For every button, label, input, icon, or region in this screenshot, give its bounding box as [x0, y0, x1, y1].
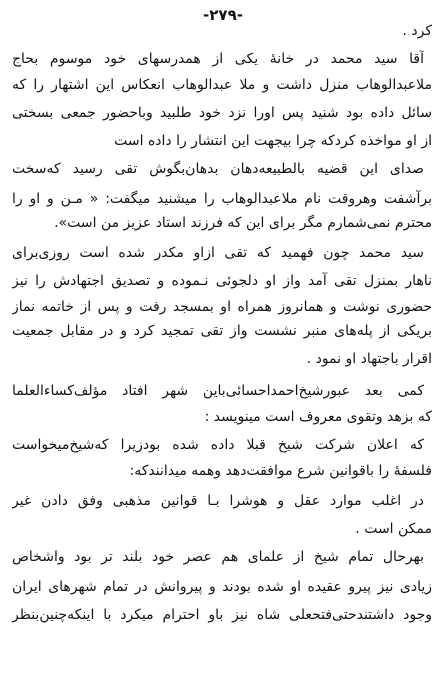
text-line: که بزهد وتقوی معروف است مینویسد : [204, 409, 432, 425]
text-line: بریکی از پله‌های منبر نشست واز تقی تمجید کرد و در مقابل جمعیت [12, 323, 432, 339]
text-line: حضوری نوشت و همانروز همراه او بمسجد رفت و پس از خاتمه نماز [12, 299, 432, 315]
text-line: ناهار بمنزل تقی آمد واز او دلجوئی نـموده و تصدیق اجتهادش را نیز [12, 273, 432, 289]
text-line: اقرار باجتهاد او نمود . [306, 351, 432, 367]
page-number: -۲۷۹- [203, 6, 243, 24]
text-line: از او مواخذه کردکه چرا بیجهت این انتشار را داده است [114, 133, 432, 149]
text-line: کمی بعد عبورشیخ‌احمداحسائی‌باین شهر افتاد مؤلف‌کساءالعلما [12, 383, 424, 399]
text-line: سائل داده بود شنید پس اورا نزد خود طلبید وباحضور جمعی بسختی [12, 105, 432, 121]
text-line: برآشفت وهروقت نام ملاعبدالوهاب را میشنید میگفت: « مـن و او را [12, 191, 432, 207]
text-line: که اعلان شرکت شیخ قبلا داده شده بودزیرا که‌شیخ‌میخواست [12, 437, 424, 453]
text-line: فلسفهٔ را باقوانین شرع موافقت‌دهد وهمه میدانندکه: [129, 463, 432, 479]
text-line: محترم نمی‌شمارم مگر برای این که فرزند استاد عزیز من است». [54, 215, 432, 231]
text-line: بهرحال تمام شیخ از علمای هم عصر خود بلند تر بود واشخاص [12, 549, 424, 565]
text-line: آقا سید محمد در خانهٔ یکی از همدرسهای خود موسوم بحاج [12, 51, 424, 67]
text-line: کرد . [402, 23, 432, 39]
text-line: ملاعبدالوهاب منزل داشت و ملا عبدالوهاب انعکاس این اشتهار را که [12, 77, 432, 93]
text-line: صدای این قضیه بالطبیعه‌دهان بدهان‌بگوش تقی رسید که‌سخت [12, 161, 424, 177]
text-line: زیادی نیز پیرو عقیده او شده بودند و پیروانش در تمام شهرهای ایران [12, 579, 432, 595]
text-line: ممکن است . [355, 521, 432, 537]
text-line: در اغلب موارد عقل و هوشرا بـا قوانین مذهبی وفق دادن غیر [12, 493, 424, 509]
text-line: سید محمد چون فهمید که تقی ازاو مکدر شده است روزی‌برای [12, 245, 424, 261]
text-line: وجود داشتندحتی‌فتحعلی شاه نیز باو احترام میکرد با اینکه‌چنین‌بنظر [12, 607, 432, 623]
